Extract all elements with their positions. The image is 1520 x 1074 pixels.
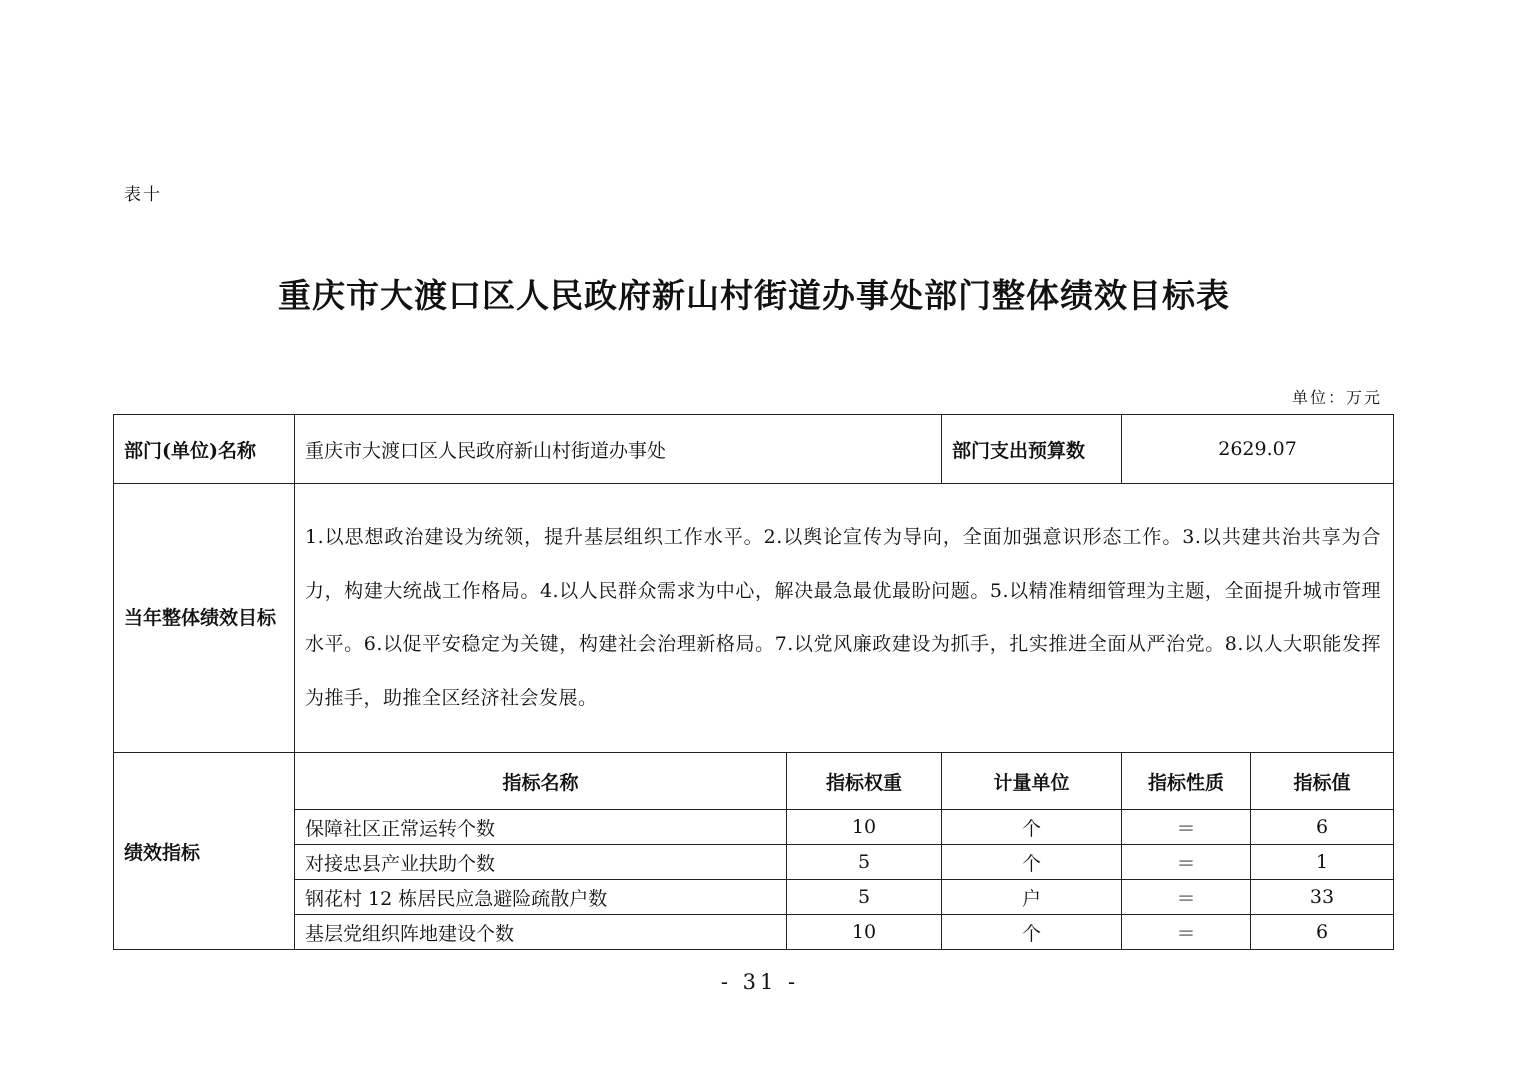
header-weight: 指标权重	[787, 753, 942, 810]
indicator-weight: 10	[787, 915, 942, 950]
table-row	[114, 810, 1394, 845]
unit-label: 单位：万元	[1291, 388, 1382, 407]
table-row	[114, 880, 1394, 915]
header-nature: 指标性质	[1122, 753, 1251, 810]
indicator-weight: 5	[787, 880, 942, 915]
indicator-nature: ＝	[1122, 915, 1251, 950]
page-number: - 31 -	[720, 970, 800, 994]
dept-name: 重庆市大渡口区人民政府新山村街道办事处	[295, 415, 942, 484]
page-title: 重庆市大渡口区人民政府新山村街道办事处部门整体绩效目标表	[278, 276, 1230, 315]
indicator-weight: 10	[787, 810, 942, 845]
dept-row	[114, 415, 1394, 484]
header-indicator-name: 指标名称	[295, 753, 787, 810]
indicator-name: 对接忠县产业扶助个数	[295, 845, 787, 880]
indicator-unit: 个	[942, 810, 1122, 845]
indicator-name: 保障社区正常运转个数	[295, 810, 787, 845]
table-row	[114, 915, 1394, 950]
goal-row	[114, 484, 1394, 753]
indicator-value: 6	[1251, 915, 1394, 950]
budget-value: 2629.07	[1122, 415, 1394, 484]
budget-label: 部门支出预算数	[942, 415, 1122, 484]
dept-label: 部门(单位)名称	[114, 415, 295, 484]
table-label: 表十	[124, 185, 162, 205]
indicator-value: 33	[1251, 880, 1394, 915]
indicator-unit: 户	[942, 880, 1122, 915]
indicator-label: 绩效指标	[114, 753, 295, 950]
indicator-unit: 个	[942, 845, 1122, 880]
indicator-nature: ＝	[1122, 845, 1251, 880]
indicator-name: 基层党组织阵地建设个数	[295, 915, 787, 950]
header-value: 指标值	[1251, 753, 1394, 810]
indicator-value: 1	[1251, 845, 1394, 880]
indicator-weight: 5	[787, 845, 942, 880]
indicator-name: 钢花村 12 栋居民应急避险疏散户数	[295, 880, 787, 915]
indicator-nature: ＝	[1122, 810, 1251, 845]
indicator-value: 6	[1251, 810, 1394, 845]
goal-text: 1.以思想政治建设为统领，提升基层组织工作水平。2.以舆论宣传为导向，全面加强意识形态工作。3.以共建共治共享为合力，构建大统战工作格局。4.以人民群众需求为中心，解决最急最优最盼问题。5.以精准精细管理为主题，全面提升城市管理水平。6.以促平安稳定为关键，构建社会治理新格局。7.以党风廉政建设为抓手，扎实推进全面从严治党。8.以人大职能发挥为推手，助推全区经济社会发展。	[295, 484, 1394, 753]
goal-label: 当年整体绩效目标	[114, 484, 295, 753]
indicator-unit: 个	[942, 915, 1122, 950]
performance-table	[113, 414, 1394, 950]
header-unit: 计量单位	[942, 753, 1122, 810]
indicator-header-row	[114, 753, 1394, 810]
indicator-nature: ＝	[1122, 880, 1251, 915]
table-row	[114, 845, 1394, 880]
